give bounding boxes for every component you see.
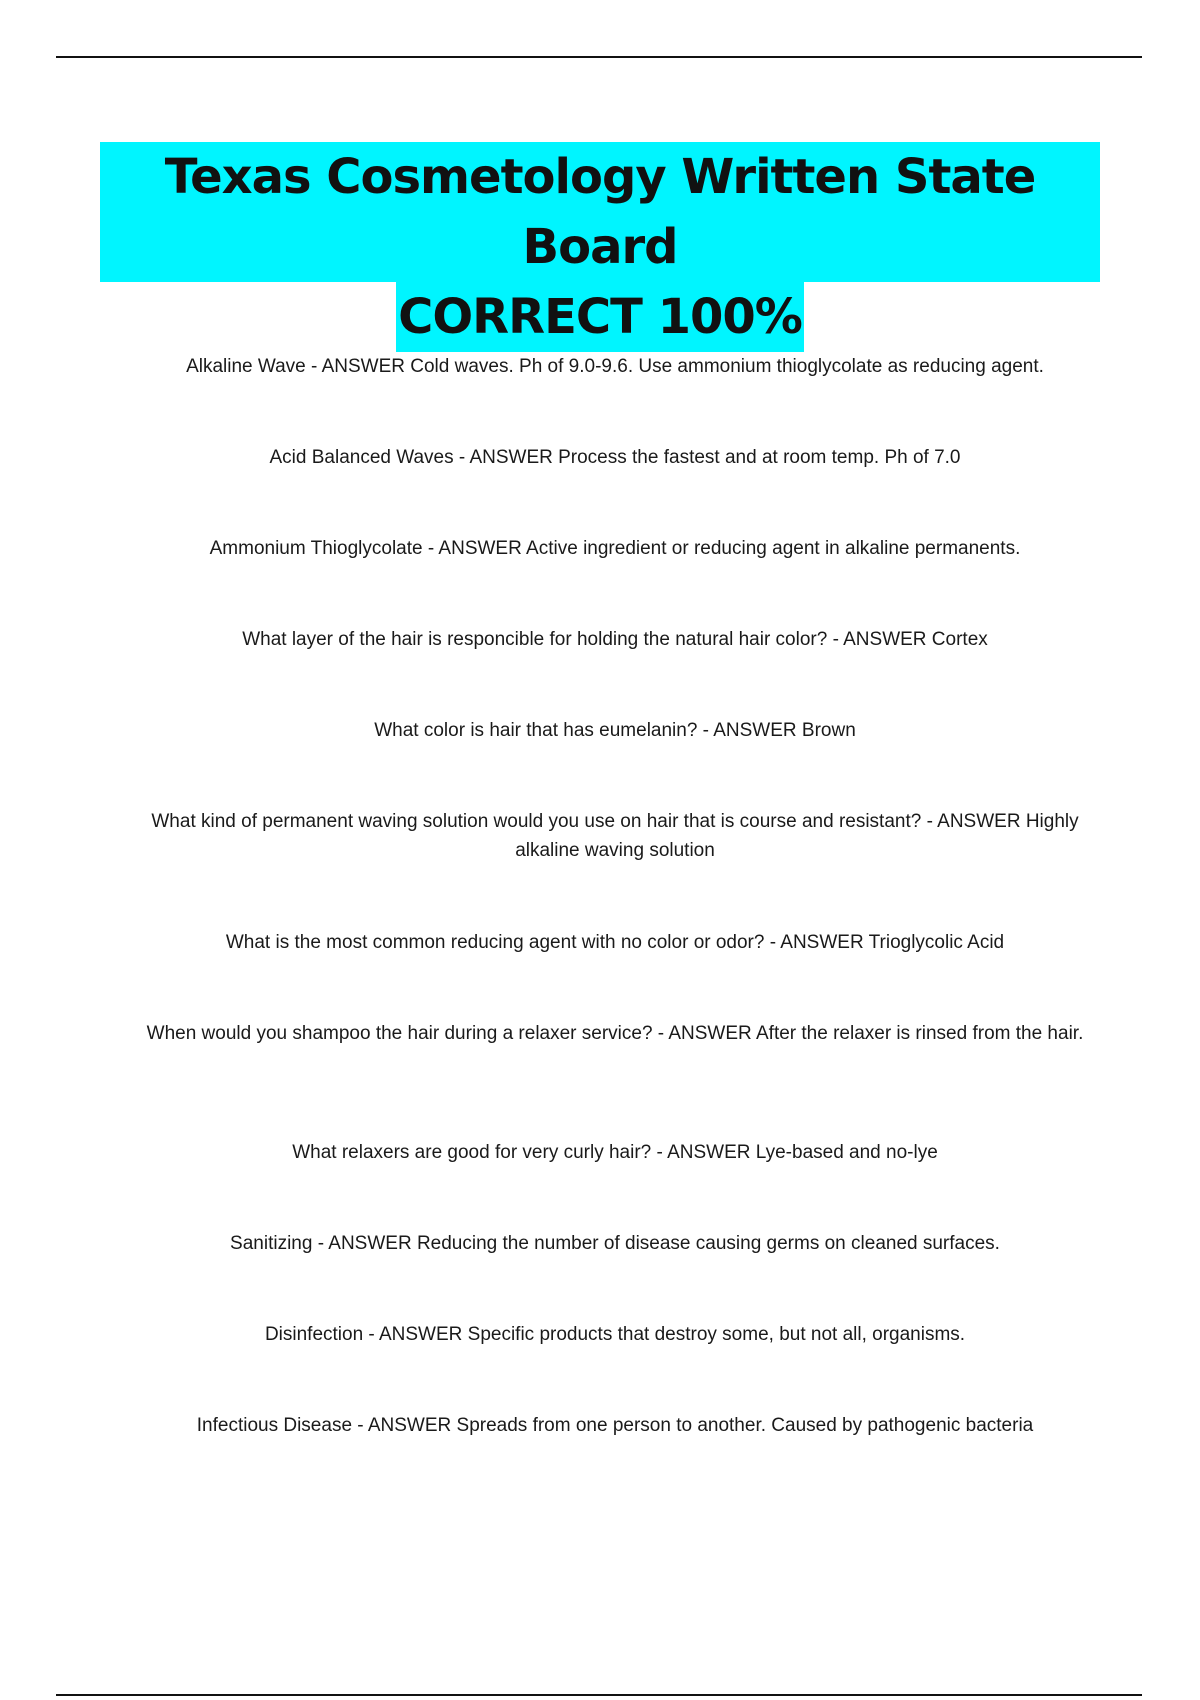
qa-item: Infectious Disease - ANSWER Spreads from one person to another. Caused by pathogenic bacteria	[196, 1415, 1034, 1436]
qa-item: What is the most common reducing agent with no color or odor? - ANSWER Trioglycolic Acid	[225, 932, 1005, 953]
title-line-2: CORRECT 100%	[396, 282, 804, 352]
qa-item: When would you shampoo the hair during a relaxer service? - ANSWER After the relaxer is rinsed from the hair.	[146, 1023, 1084, 1044]
top-divider	[56, 56, 1142, 58]
qa-item: What relaxers are good for very curly hair? - ANSWER Lye-based and no-lye	[292, 1142, 938, 1163]
qa-item: Acid Balanced Waves - ANSWER Process the fastest and at room temp. Ph of 7.0	[269, 447, 961, 468]
bottom-divider	[56, 1694, 1142, 1696]
qa-item: What layer of the hair is responcible for holding the natural hair color? - ANSWER Cortex	[242, 629, 988, 650]
qa-item: Disinfection - ANSWER Specific products that destroy some, but not all, organisms.	[264, 1324, 966, 1345]
qa-item: What kind of permanent waving solution would you use on hair that is course and resistant? - ANSWER Highly alkaline waving solution	[151, 811, 1079, 861]
document-title	[100, 142, 1100, 352]
title-line-1: Texas Cosmetology Written State Board	[100, 142, 1100, 282]
qa-item: What color is hair that has eumelanin? - ANSWER Brown	[374, 720, 856, 741]
qa-item: Alkaline Wave - ANSWER Cold waves. Ph of 9.0-9.6. Use ammonium thioglycolate as reducing agent.	[186, 356, 1044, 377]
qa-item: Ammonium Thioglycolate - ANSWER Active ingredient or reducing agent in alkaline permanents.	[209, 538, 1021, 559]
qa-item: Sanitizing - ANSWER Reducing the number of disease causing germs on cleaned surfaces.	[230, 1233, 1000, 1254]
